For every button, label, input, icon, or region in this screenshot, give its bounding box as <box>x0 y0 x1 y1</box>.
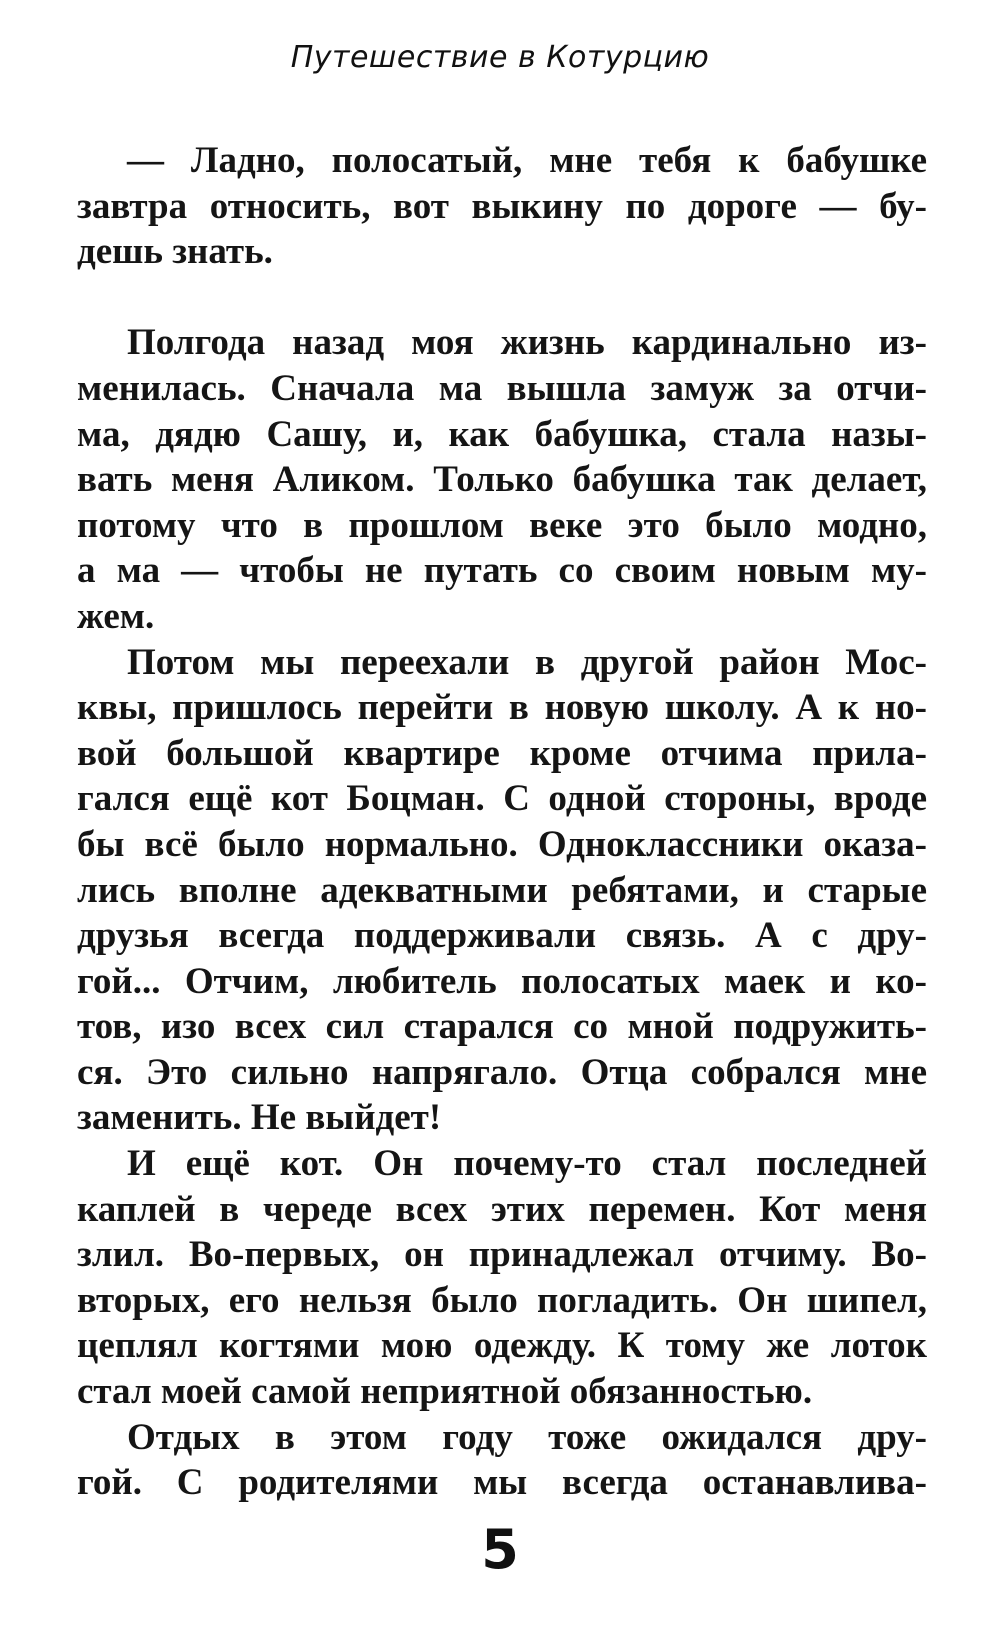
section-gap <box>77 275 927 321</box>
running-head: Путешествие в Котурцию <box>290 40 710 75</box>
text-line: стал моей самой неприятной обязанностью. <box>77 1371 813 1413</box>
text-line: злил. Во-первых, он принадлежал отчиму. Во- <box>77 1234 927 1276</box>
text-line: потому что в прошлом веке это было модно, <box>77 504 927 546</box>
paragraph-3 <box>77 640 927 1142</box>
text-line: каплей в череде всех этих перемен. Кот меня <box>77 1188 927 1230</box>
text-line: бы всё было нормально. Одноклассники оказа- <box>77 823 927 865</box>
text-line: а ма — чтобы не путать со своим новым му- <box>77 550 927 592</box>
paragraph-4 <box>77 1141 927 1415</box>
text-line: гой... Отчим, любитель полосатых маек и ко- <box>77 960 927 1002</box>
text-line: менилась. Сначала ма вышла замуж за отчи- <box>77 367 927 409</box>
text-line: жем. <box>77 595 155 637</box>
text-line: ся. Это сильно напрягало. Отца собрался мне <box>77 1051 927 1093</box>
body-text <box>77 138 927 1506</box>
text-line: тов, изо всех сил старался со мной подружить- <box>77 1006 927 1048</box>
page-number: 5 <box>481 1518 519 1581</box>
text-line: заменить. Не выйдет! <box>77 1097 442 1139</box>
text-line: И ещё кот. Он почему-то стал последней <box>127 1143 927 1185</box>
text-line: — Ладно, полосатый, мне тебя к бабушке <box>127 140 927 181</box>
text-line: цеплял когтями мою одежду. К тому же лоток <box>77 1325 927 1367</box>
text-line: дешь знать. <box>77 231 273 273</box>
paragraph-2 <box>77 320 927 639</box>
paragraph-1 <box>77 138 927 275</box>
text-line: квы, пришлось перейти в новую школу. А к но- <box>77 687 927 729</box>
text-line: Отдых в этом году тоже ожидался дру- <box>127 1416 927 1458</box>
text-line: Потом мы переехали в другой район Мос- <box>127 641 927 683</box>
text-line: завтра относить, вот выкину по дороге — бу- <box>77 185 927 227</box>
text-line: друзья всегда поддерживали связь. А с дру- <box>77 915 927 957</box>
text-line: вторых, его нельзя было погладить. Он шипел, <box>77 1279 927 1321</box>
text-line: гался ещё кот Боцман. С одной стороны, вроде <box>77 778 927 820</box>
text-line: вать меня Аликом. Только бабушка так делает, <box>77 459 927 501</box>
text-line: вой большой квартире кроме отчима прила- <box>77 732 927 774</box>
text-line: лись вполне адекватными ребятами, и старые <box>77 869 927 911</box>
text-line: ма, дядю Сашу, и, как бабушка, стала назы- <box>77 413 927 455</box>
paragraph-5 <box>77 1415 927 1506</box>
text-line: гой. С родителями мы всегда останавлива- <box>77 1462 927 1504</box>
text-line: Полгода назад моя жизнь кардинально из- <box>127 322 927 364</box>
